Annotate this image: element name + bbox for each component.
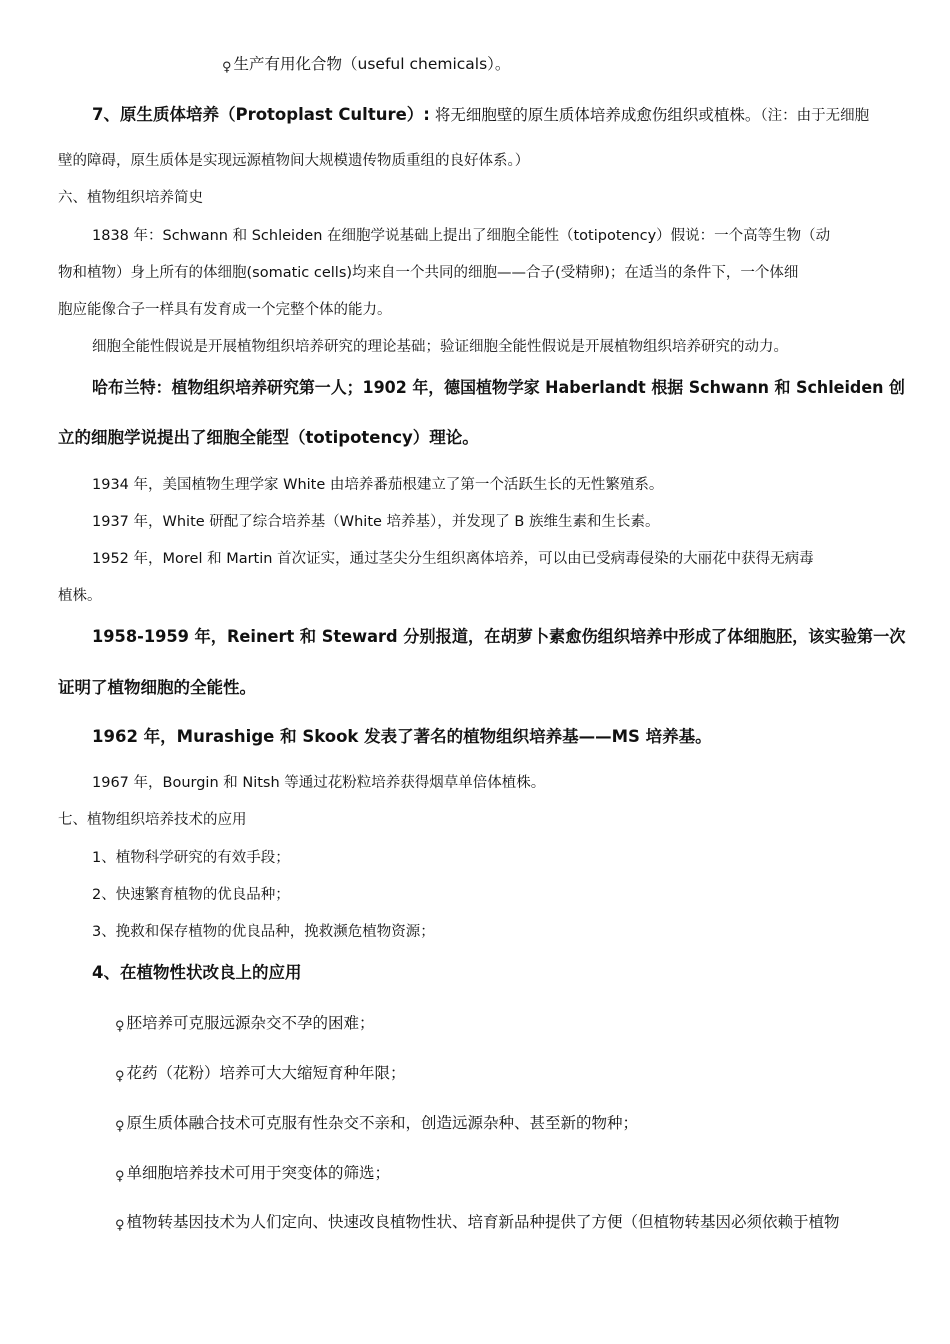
list-item: 3、挽救和保存植物的优良品种，挽救濒危植物资源； [92, 924, 435, 940]
section-heading-text: 将无细胞壁的原生质体培养成愈伤组织或植株。 [429, 106, 761, 124]
paragraph-line: 1952 年，Morel 和 Martin 首次证实，通过茎尖分生组织离体培养，可以由已受病毒侵染的大丽花中获得无病毒 [92, 551, 814, 567]
line-text: 原生质体融合技术可克服有性杂交不亲和，创造远源杂种、甚至新的物种； [126, 1114, 639, 1132]
list-item: 2、快速繁育植物的优良品种； [92, 887, 290, 903]
bullet-line-useful-chemicals [222, 57, 510, 74]
list-item: 1、植物科学研究的有效手段； [92, 850, 290, 866]
bold-paragraph-line: 立的细胞学说提出了细胞全能型（totipotency）理论。 [58, 428, 479, 447]
protoplast-culture-heading [92, 107, 869, 124]
section-title-history: 六、植物组织培养简史 [58, 190, 203, 206]
paragraph-line: 1937 年，White 研配了综合培养基（White 培养基），并发现了 B 族维生素和生长素。 [92, 514, 660, 530]
female-symbol-icon: ♀ [115, 1019, 125, 1034]
paragraph-line: 胞应能像合子一样具有发育成一个完整个体的能力。 [58, 302, 392, 318]
bullet-line [115, 1016, 375, 1033]
line-text: 单细胞培养技术可用于突变体的筛选； [126, 1164, 391, 1182]
paragraph-line: 1838 年：Schwann 和 Schleiden 在细胞学说基础上提出了细胞全能性（totipotency）假说：一个高等生物（动 [92, 228, 831, 244]
bold-paragraph-line: 1958-1959 年，Reinert 和 Steward 分别报道，在胡萝卜素愈伤组织培养中形成了体细胞胚，该实验第一次 [92, 627, 906, 646]
bold-paragraph-line: 哈布兰特：植物组织培养研究第一人；1902 年，德国植物学家 Haberlandt 根据 Schwann 和 Schleiden 创 [92, 378, 905, 397]
line-text: 生产有用化合物（useful chemicals）。 [233, 55, 511, 73]
paragraph-line: 物和植物）身上所有的体细胞(somatic cells)均来自一个共同的细胞——合子(受精卵)；在适当的条件下，一个体细 [58, 265, 799, 281]
paragraph-line: 植株。 [58, 588, 102, 604]
line-text: 植物转基因技术为人们定向、快速改良植物性状、培育新品种提供了方便（但植物转基因必须依赖于植物 [126, 1213, 840, 1231]
female-symbol-icon: ♀ [115, 1119, 125, 1134]
bullet-line [115, 1215, 840, 1232]
note-text: （注：由于无细胞 [760, 108, 870, 124]
paragraph-line: 壁的障碍，原生质体是实现远源植物间大规模遗传物质重组的良好体系。） [58, 153, 530, 169]
paragraph-line: 1967 年，Bourgin 和 Nitsh 等通过花粉粒培养获得烟草单倍体植株。 [92, 775, 546, 791]
bullet-line [115, 1066, 406, 1083]
section-heading-bold: 7、原生质体培养（Protoplast Culture）: [92, 105, 430, 124]
bullet-line [115, 1166, 390, 1183]
female-symbol-icon: ♀ [115, 1169, 125, 1184]
section-title-applications: 七、植物组织培养技术的应用 [58, 812, 247, 828]
female-symbol-icon: ♀ [115, 1218, 125, 1233]
bullet-line [115, 1116, 638, 1133]
paragraph-line: 细胞全能性假说是开展植物组织培养研究的理论基础；验证细胞全能性假说是开展植物组织培养研究的动力。 [92, 339, 788, 355]
line-text: 胚培养可克服远源杂交不孕的困难； [126, 1014, 375, 1032]
line-text: 花药（花粉）培养可大大缩短育种年限； [126, 1064, 406, 1082]
female-symbol-icon: ♀ [115, 1069, 125, 1084]
bold-paragraph-line: 1962 年，Murashige 和 Skook 发表了著名的植物组织培养基——MS 培养基。 [92, 727, 712, 746]
paragraph-line: 1934 年，美国植物生理学家 White 由培养番茄根建立了第一个活跃生长的无性繁殖系。 [92, 477, 664, 493]
bold-paragraph-line: 证明了植物细胞的全能性。 [58, 678, 256, 697]
female-symbol-icon: ♀ [222, 60, 232, 75]
list-item-bold: 4、在植物性状改良上的应用 [92, 963, 302, 982]
